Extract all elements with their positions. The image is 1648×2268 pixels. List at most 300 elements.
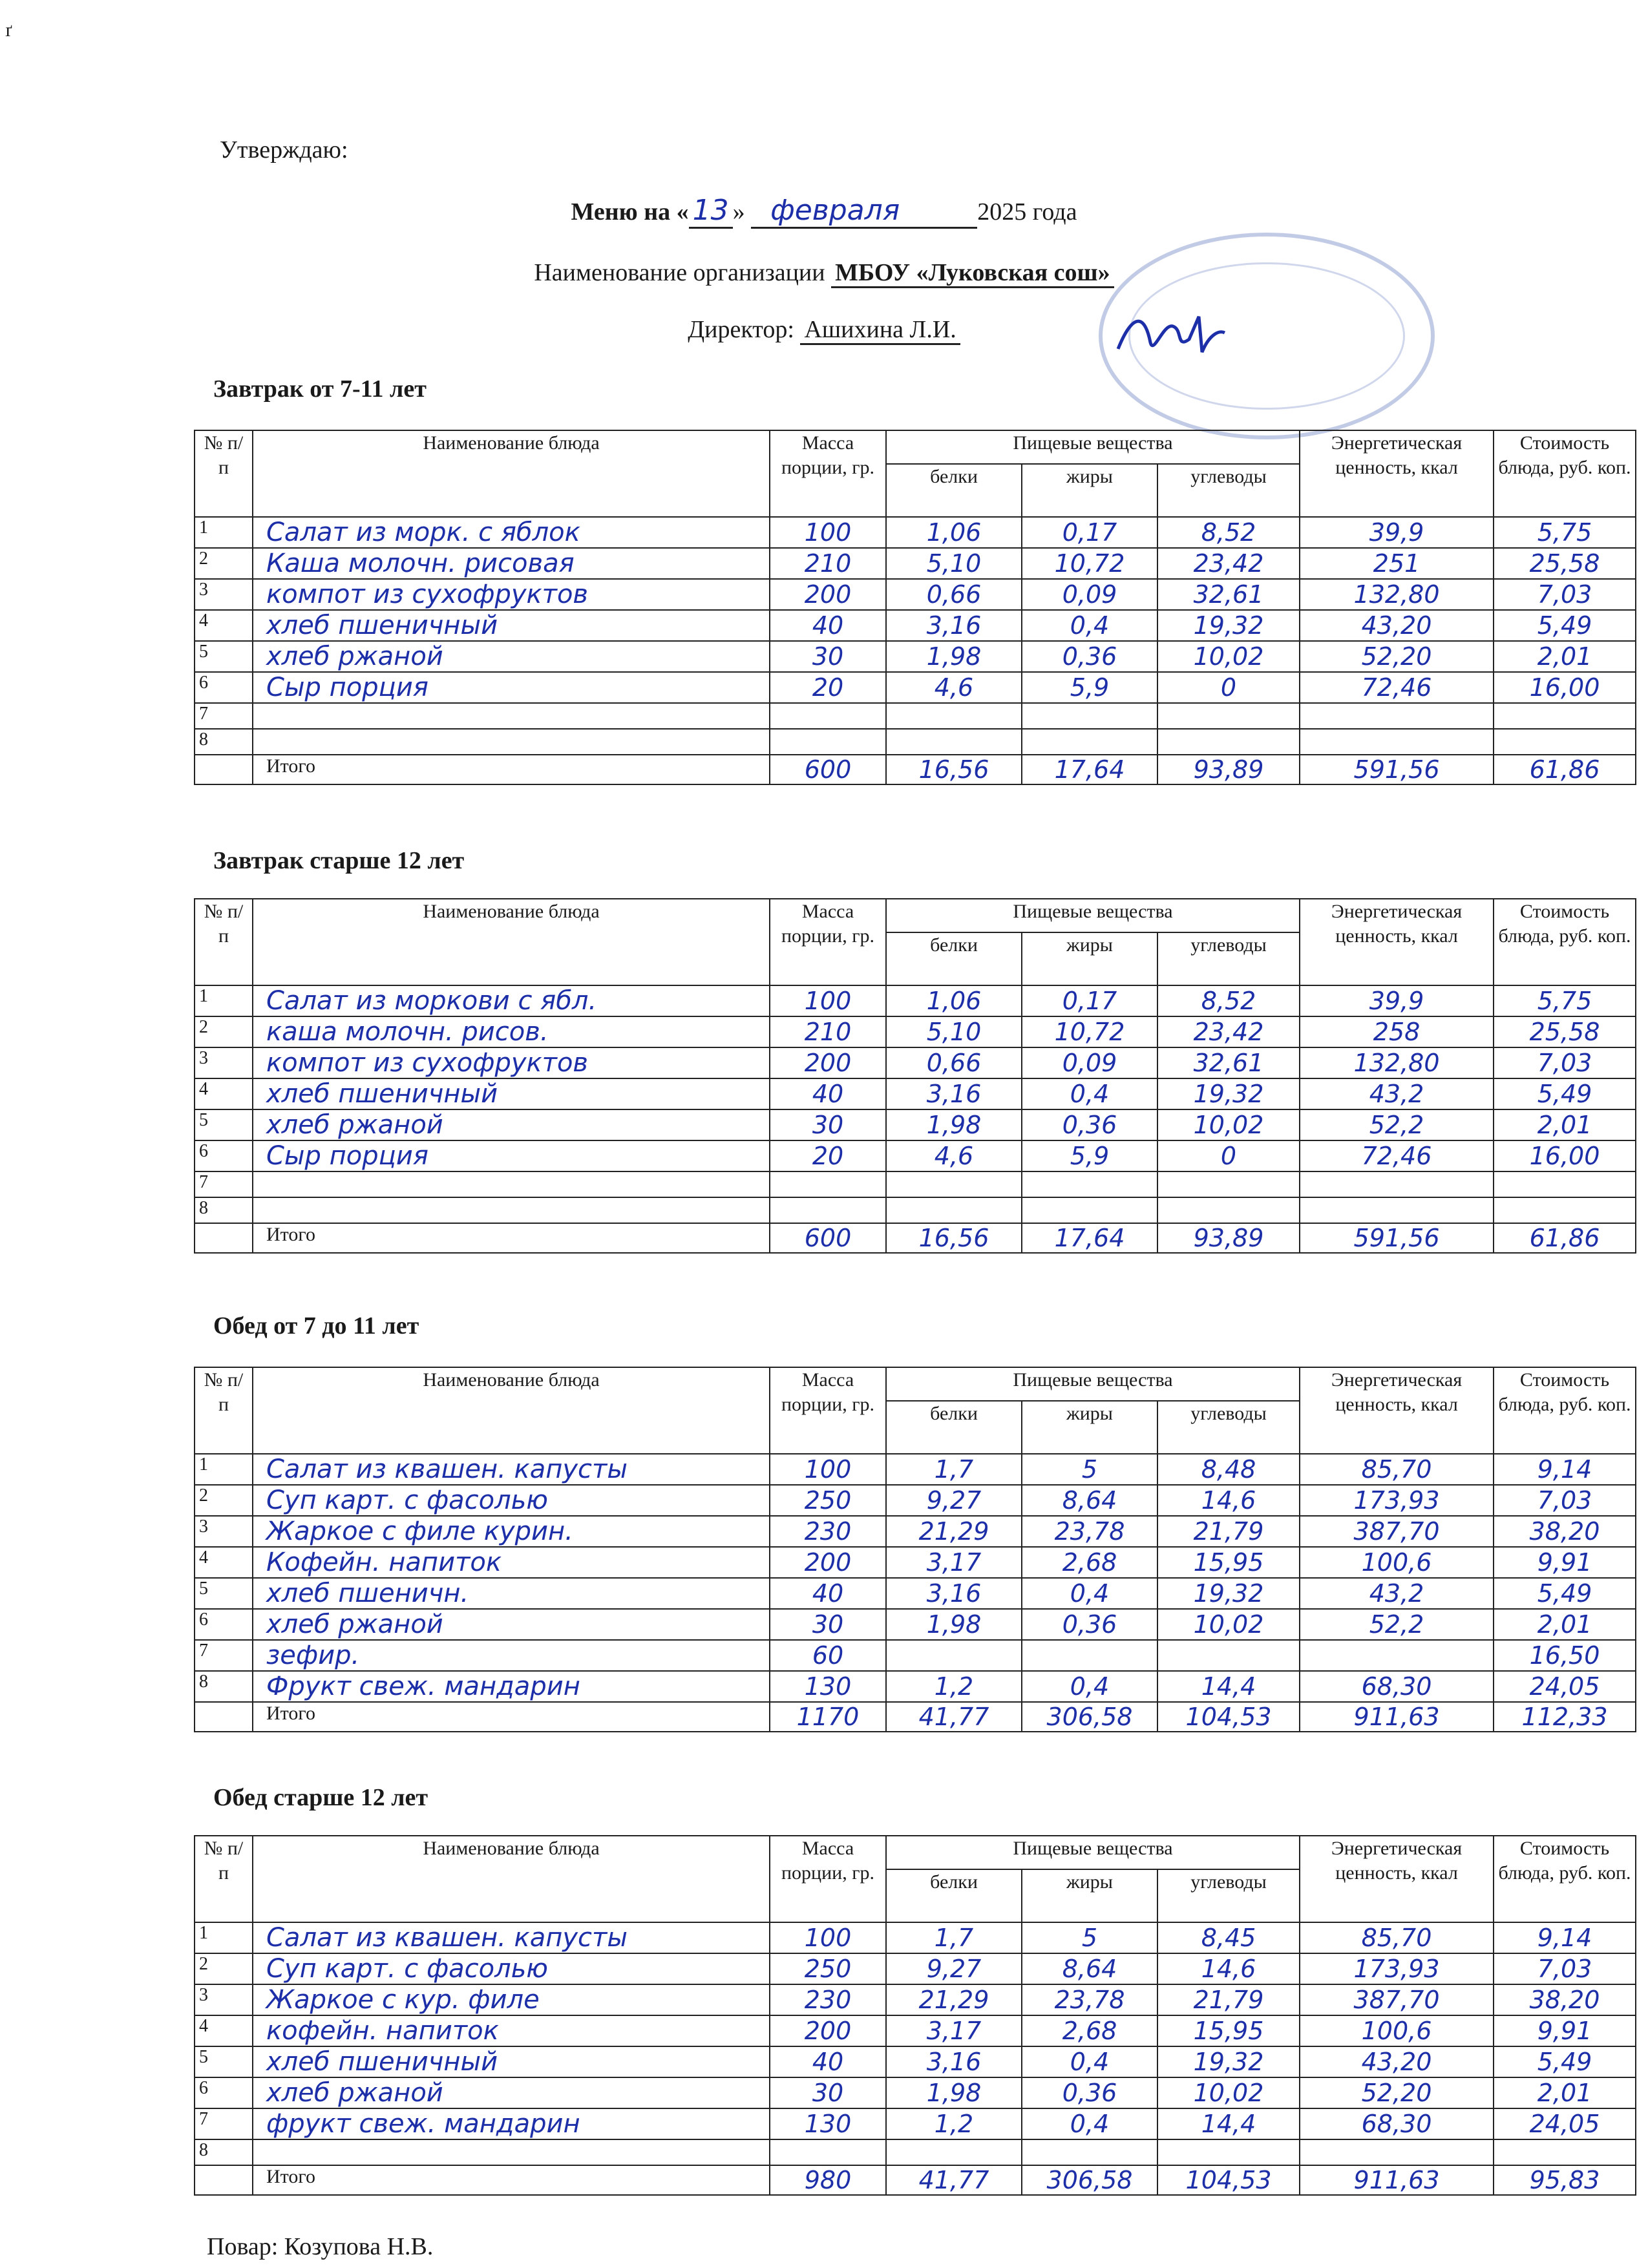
energy-value: 85,70 [1300,1454,1494,1485]
fat-value: 0,4 [1022,610,1157,641]
menu-month: февраля [751,194,977,229]
table-row [195,729,1636,755]
dish-name: хлеб ржаной [253,1109,770,1140]
dish-name: Салат из квашен. капусты [253,1454,770,1485]
table-row [195,610,1636,641]
fat-value: 5,9 [1022,1140,1157,1171]
dish-name: фрукт свеж. мандарин [253,2108,770,2139]
total-mass: 980 [770,2165,886,2195]
total-energy: 911,63 [1300,2165,1494,2195]
table-row [195,1640,1636,1671]
table-row [195,1578,1636,1609]
cost-value: 5,75 [1494,517,1636,548]
carbs-value: 15,95 [1157,2015,1300,2046]
energy-value: 52,20 [1300,641,1494,672]
protein-value: 3,16 [886,2046,1022,2077]
col-header-cost: Стоимость блюда, руб. коп. [1494,1836,1636,1922]
fat-value: 0,36 [1022,1609,1157,1640]
portion-mass: 100 [770,1454,886,1485]
fat-value: 0,36 [1022,1109,1157,1140]
total-energy: 911,63 [1300,1702,1494,1732]
protein-value: 3,16 [886,610,1022,641]
col-header-fat: жиры [1022,1869,1157,1922]
fat-value: 0,4 [1022,2046,1157,2077]
carbs-value: 10,02 [1157,2077,1300,2108]
total-mass: 600 [770,1223,886,1253]
col-header-fat: жиры [1022,932,1157,985]
row-number: 5 [195,641,253,672]
portion-mass: 40 [770,1578,886,1609]
org-name: МБОУ «Луковская сош» [831,259,1114,288]
total-protein: 41,77 [886,2165,1022,2195]
portion-mass [770,729,886,755]
energy-value: 68,30 [1300,2108,1494,2139]
total-carbs: 104,53 [1157,2165,1300,2195]
table-row [195,672,1636,703]
portion-mass: 30 [770,1609,886,1640]
row-number: 3 [195,579,253,610]
row-number: 8 [195,1197,253,1223]
carbs-value [1157,703,1300,729]
director-label: Директор: [688,316,794,343]
total-row [195,1702,1636,1732]
col-header-energy: Энергетическая ценность, ккал [1300,1836,1494,1922]
row-number: 2 [195,548,253,579]
col-header-cost: Стоимость блюда, руб. коп. [1494,899,1636,985]
table-row [195,703,1636,729]
dish-name: хлеб пшеничный [253,610,770,641]
dish-name: хлеб пшеничный [253,1078,770,1109]
carbs-value: 14,4 [1157,1671,1300,1702]
cost-value: 7,03 [1494,1485,1636,1516]
energy-value: 132,80 [1300,1047,1494,1078]
carbs-value: 19,32 [1157,1578,1300,1609]
row-number: 1 [195,1454,253,1485]
energy-value [1300,729,1494,755]
protein-value: 3,17 [886,1547,1022,1578]
cost-value: 16,00 [1494,672,1636,703]
portion-mass [770,1171,886,1197]
energy-value: 173,93 [1300,1485,1494,1516]
energy-value: 258 [1300,1016,1494,1047]
carbs-value: 10,02 [1157,641,1300,672]
portion-mass: 130 [770,2108,886,2139]
fat-value: 0,36 [1022,641,1157,672]
protein-value: 3,16 [886,1078,1022,1109]
table-row [195,548,1636,579]
fat-value: 10,72 [1022,1016,1157,1047]
table-row [195,517,1636,548]
col-header-carbs: углеводы [1157,464,1300,517]
dish-name: зефир. [253,1640,770,1671]
portion-mass: 200 [770,2015,886,2046]
protein-value: 1,2 [886,1671,1022,1702]
dish-name: Сыр порция [253,672,770,703]
carbs-value: 21,79 [1157,1516,1300,1547]
total-row [195,755,1636,784]
col-header-nutrients: Пищевые вещества [886,430,1300,464]
row-number: 8 [195,2139,253,2165]
section-title: Обед старше 12 лет [213,1784,428,1811]
cost-value [1494,1171,1636,1197]
cost-value: 38,20 [1494,1516,1636,1547]
table-row [195,1454,1636,1485]
table-row [195,1197,1636,1223]
section-title: Завтрак от 7-11 лет [213,375,427,403]
signature-graphic [1112,304,1228,362]
total-num-empty [195,2165,253,2195]
approve-label: Утверждаю: [220,136,348,163]
scan-corner-mark: ґ [5,19,12,41]
total-carbs: 93,89 [1157,1223,1300,1253]
fat-value: 0,4 [1022,1078,1157,1109]
menu-date-line [0,194,1648,227]
table-row [195,1984,1636,2015]
energy-value: 387,70 [1300,1984,1494,2015]
cost-value: 5,49 [1494,2046,1636,2077]
col-header-protein: белки [886,1401,1022,1454]
protein-value: 21,29 [886,1516,1022,1547]
col-header-protein: белки [886,464,1022,517]
cost-value: 2,01 [1494,1109,1636,1140]
carbs-value: 14,6 [1157,1953,1300,1984]
col-header-name: Наименование блюда [253,1836,770,1922]
dish-name: хлеб пшеничный [253,2046,770,2077]
total-protein: 16,56 [886,755,1022,784]
table-row [195,2139,1636,2165]
portion-mass: 40 [770,1078,886,1109]
carbs-value: 21,79 [1157,1984,1300,2015]
fat-value: 10,72 [1022,548,1157,579]
col-header-cost: Стоимость блюда, руб. коп. [1494,1367,1636,1454]
protein-value: 1,98 [886,1109,1022,1140]
row-number: 4 [195,1078,253,1109]
total-label: Итого [253,2165,770,2195]
protein-value: 1,7 [886,1454,1022,1485]
fat-value [1022,2139,1157,2165]
cook-signature-line: Повар: Козупова Н.В. [207,2233,434,2260]
fat-value: 0,4 [1022,2108,1157,2139]
portion-mass: 20 [770,1140,886,1171]
energy-value: 43,20 [1300,610,1494,641]
menu-prefix: Меню на « [571,198,689,226]
menu-table [194,898,1636,1254]
energy-value: 43,20 [1300,2046,1494,2077]
row-number: 1 [195,1922,253,1953]
portion-mass: 250 [770,1953,886,1984]
total-cost: 61,86 [1494,755,1636,784]
energy-value: 173,93 [1300,1953,1494,1984]
total-mass: 1170 [770,1702,886,1732]
portion-mass: 210 [770,548,886,579]
energy-value: 72,46 [1300,1140,1494,1171]
dish-name: Суп карт. с фасолью [253,1485,770,1516]
fat-value [1022,1640,1157,1671]
dish-name: хлеб ржаной [253,2077,770,2108]
energy-value [1300,703,1494,729]
table-row [195,985,1636,1016]
protein-value [886,729,1022,755]
energy-value [1300,1640,1494,1671]
total-row [195,1223,1636,1253]
fat-value: 2,68 [1022,1547,1157,1578]
col-header-num: № п/п [195,899,253,985]
dish-name [253,1197,770,1223]
row-number: 1 [195,985,253,1016]
fat-value: 5 [1022,1454,1157,1485]
cost-value: 7,03 [1494,579,1636,610]
dish-name: Жаркое с кур. филе [253,1984,770,2015]
energy-value [1300,1197,1494,1223]
table-row [195,1140,1636,1171]
energy-value: 43,2 [1300,1578,1494,1609]
protein-value: 21,29 [886,1984,1022,2015]
dish-name: Каша молочн. рисовая [253,548,770,579]
table-row [195,1016,1636,1047]
col-header-mass: Масса порции, гр. [770,899,886,985]
portion-mass: 100 [770,985,886,1016]
total-energy: 591,56 [1300,755,1494,784]
cost-value [1494,2139,1636,2165]
table-row [195,1047,1636,1078]
portion-mass: 30 [770,2077,886,2108]
cost-value: 5,49 [1494,1078,1636,1109]
protein-value [886,2139,1022,2165]
carbs-value [1157,1197,1300,1223]
portion-mass: 200 [770,1047,886,1078]
table-row [195,2108,1636,2139]
row-number: 6 [195,1609,253,1640]
protein-value: 0,66 [886,1047,1022,1078]
row-number: 4 [195,610,253,641]
total-cost: 112,33 [1494,1702,1636,1732]
col-header-fat: жиры [1022,464,1157,517]
col-header-mass: Масса порции, гр. [770,430,886,517]
protein-value: 9,27 [886,1953,1022,1984]
energy-value: 387,70 [1300,1516,1494,1547]
col-header-carbs: углеводы [1157,1401,1300,1454]
carbs-value: 19,32 [1157,2046,1300,2077]
row-number: 6 [195,672,253,703]
total-num-empty [195,755,253,784]
row-number: 6 [195,1140,253,1171]
protein-value: 1,98 [886,1609,1022,1640]
total-carbs: 104,53 [1157,1702,1300,1732]
energy-value: 52,20 [1300,2077,1494,2108]
row-number: 5 [195,1109,253,1140]
row-number: 2 [195,1953,253,1984]
menu-day: 13 [689,194,733,229]
menu-table [194,430,1636,785]
org-label: Наименование организации [534,259,825,286]
col-header-num: № п/п [195,1836,253,1922]
row-number: 7 [195,703,253,729]
fat-value [1022,1171,1157,1197]
fat-value [1022,703,1157,729]
col-header-protein: белки [886,932,1022,985]
portion-mass: 230 [770,1984,886,2015]
cost-value: 9,14 [1494,1454,1636,1485]
total-num-empty [195,1223,253,1253]
table-row [195,1609,1636,1640]
fat-value: 0,17 [1022,517,1157,548]
energy-value: 100,6 [1300,2015,1494,2046]
section-title: Обед от 7 до 11 лет [213,1312,419,1339]
fat-value: 0,09 [1022,1047,1157,1078]
col-header-energy: Энергетическая ценность, ккал [1300,1367,1494,1454]
col-header-energy: Энергетическая ценность, ккал [1300,899,1494,985]
dish-name: хлеб ржаной [253,641,770,672]
col-header-mass: Масса порции, гр. [770,1836,886,1922]
fat-value: 8,64 [1022,1953,1157,1984]
protein-value: 4,6 [886,1140,1022,1171]
fat-value: 2,68 [1022,2015,1157,2046]
cost-value: 9,91 [1494,1547,1636,1578]
portion-mass: 30 [770,1109,886,1140]
total-row [195,2165,1636,2195]
total-fat: 17,64 [1022,755,1157,784]
carbs-value: 14,4 [1157,2108,1300,2139]
protein-value: 1,98 [886,2077,1022,2108]
col-header-name: Наименование блюда [253,430,770,517]
col-header-nutrients: Пищевые вещества [886,1367,1300,1401]
dish-name: Жаркое с филе курин. [253,1516,770,1547]
table-row [195,2046,1636,2077]
cost-value: 7,03 [1494,1953,1636,1984]
cost-value: 5,75 [1494,985,1636,1016]
row-number: 2 [195,1485,253,1516]
energy-value: 39,9 [1300,517,1494,548]
protein-value: 9,27 [886,1485,1022,1516]
cost-value: 2,01 [1494,1609,1636,1640]
row-number: 3 [195,1516,253,1547]
portion-mass: 210 [770,1016,886,1047]
protein-value: 0,66 [886,579,1022,610]
protein-value: 1,7 [886,1922,1022,1953]
protein-value: 5,10 [886,1016,1022,1047]
col-header-name: Наименование блюда [253,899,770,985]
protein-value [886,1640,1022,1671]
dish-name: компот из сухофруктов [253,579,770,610]
fat-value: 23,78 [1022,1984,1157,2015]
menu-year: 2025 года [977,198,1077,226]
portion-mass: 200 [770,579,886,610]
total-label: Итого [253,1702,770,1732]
dish-name: Салат из морк. с яблок [253,517,770,548]
table-row [195,1516,1636,1547]
fat-value: 0,4 [1022,1671,1157,1702]
carbs-value: 19,32 [1157,1078,1300,1109]
energy-value: 52,2 [1300,1609,1494,1640]
dish-name: Салат из моркови с ябл. [253,985,770,1016]
table-row [195,1109,1636,1140]
cost-value [1494,1197,1636,1223]
dish-name: Суп карт. с фасолью [253,1953,770,1984]
fat-value [1022,1197,1157,1223]
dish-name [253,1171,770,1197]
portion-mass: 250 [770,1485,886,1516]
table-row [195,579,1636,610]
carbs-value: 10,02 [1157,1109,1300,1140]
energy-value: 251 [1300,548,1494,579]
total-fat: 306,58 [1022,2165,1157,2195]
director-name: Ашихина Л.И. [800,316,960,345]
carbs-value [1157,1171,1300,1197]
protein-value: 5,10 [886,548,1022,579]
energy-value: 72,46 [1300,672,1494,703]
carbs-value: 15,95 [1157,1547,1300,1578]
carbs-value: 8,45 [1157,1922,1300,1953]
table-row [195,1922,1636,1953]
total-num-empty [195,1702,253,1732]
fat-value: 0,36 [1022,2077,1157,2108]
portion-mass [770,703,886,729]
protein-value: 1,2 [886,2108,1022,2139]
dish-name: хлеб ржаной [253,1609,770,1640]
carbs-value: 32,61 [1157,579,1300,610]
table-row [195,1078,1636,1109]
energy-value: 52,2 [1300,1109,1494,1140]
portion-mass [770,2139,886,2165]
table-row [195,1671,1636,1702]
cost-value: 24,05 [1494,2108,1636,2139]
cost-value: 5,49 [1494,1578,1636,1609]
director-signature [1112,304,1228,373]
row-number: 7 [195,2108,253,2139]
dish-name [253,2139,770,2165]
cost-value: 16,00 [1494,1140,1636,1171]
fat-value: 5,9 [1022,672,1157,703]
row-number: 6 [195,2077,253,2108]
fat-value: 23,78 [1022,1516,1157,1547]
portion-mass: 130 [770,1671,886,1702]
dish-name: Кофейн. напиток [253,1547,770,1578]
energy-value: 39,9 [1300,985,1494,1016]
dish-name: Фрукт свеж. мандарин [253,1671,770,1702]
total-energy: 591,56 [1300,1223,1494,1253]
carbs-value: 32,61 [1157,1047,1300,1078]
cost-value: 5,49 [1494,610,1636,641]
cost-value: 16,50 [1494,1640,1636,1671]
portion-mass: 20 [770,672,886,703]
row-number: 1 [195,517,253,548]
carbs-value: 8,52 [1157,517,1300,548]
col-header-energy: Энергетическая ценность, ккал [1300,430,1494,517]
portion-mass: 40 [770,2046,886,2077]
total-mass: 600 [770,755,886,784]
table-row [195,641,1636,672]
table-row [195,1547,1636,1578]
row-number: 3 [195,1984,253,2015]
portion-mass: 40 [770,610,886,641]
total-cost: 61,86 [1494,1223,1636,1253]
row-number: 3 [195,1047,253,1078]
carbs-value: 8,48 [1157,1454,1300,1485]
carbs-value: 23,42 [1157,548,1300,579]
col-header-name: Наименование блюда [253,1367,770,1454]
protein-value [886,1197,1022,1223]
col-header-carbs: углеводы [1157,932,1300,985]
col-header-num: № п/п [195,430,253,517]
dish-name: хлеб пшеничн. [253,1578,770,1609]
row-number: 8 [195,729,253,755]
fat-value: 5 [1022,1922,1157,1953]
col-header-mass: Масса порции, гр. [770,1367,886,1454]
table-row [195,1953,1636,1984]
carbs-value: 10,02 [1157,1609,1300,1640]
energy-value: 68,30 [1300,1671,1494,1702]
cost-value: 7,03 [1494,1047,1636,1078]
